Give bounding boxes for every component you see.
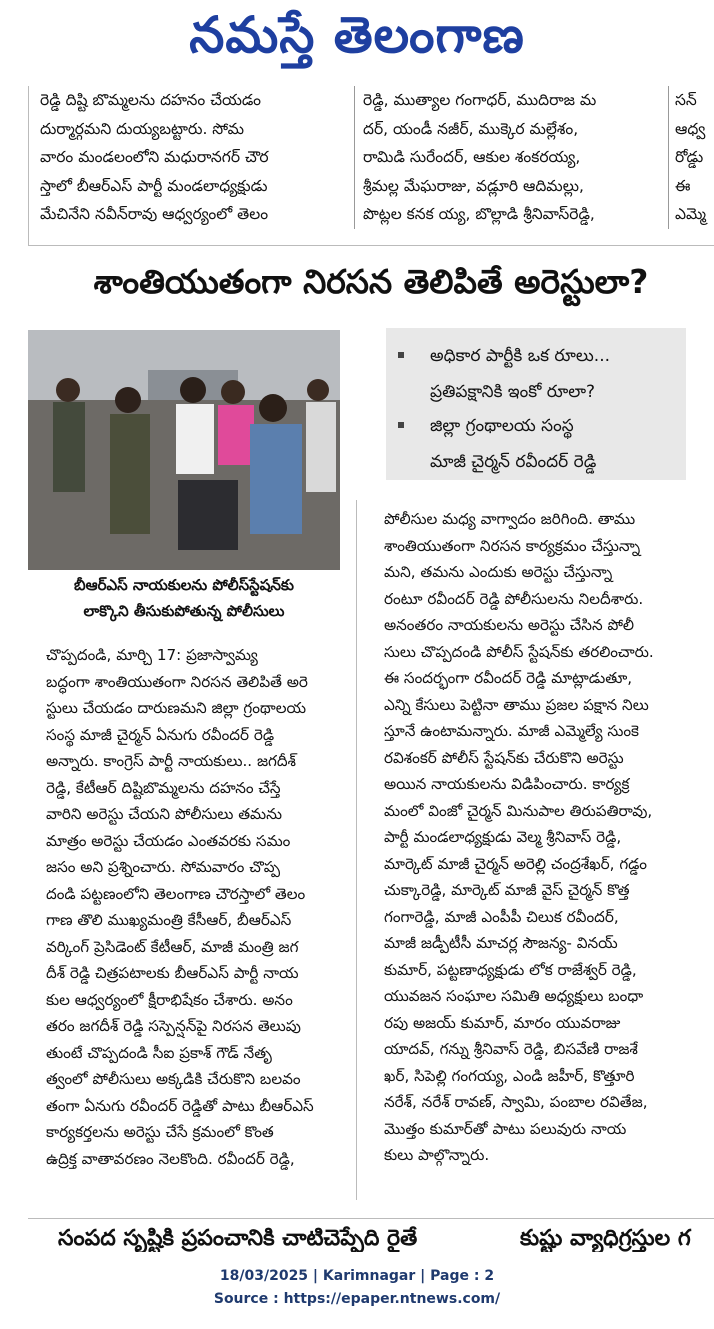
top-column-2 <box>354 86 651 229</box>
article-text-line: పార్టీ మండలాధ్యక్షుడు వెల్మ శ్రీనివాస్ రెడ్డి, <box>384 828 622 846</box>
article-text-line: దండి పట్టణంలోని తెలంగాణ చౌరస్తాలో తెలం <box>46 884 306 903</box>
highlight-text <box>430 338 690 410</box>
newspaper-logo: నమస్తే తెలంగాణ <box>189 6 525 64</box>
article-text-line: గాణ తొలి ముఖ్యమంత్రి కేసీఆర్, బీఆర్ఎస్ <box>46 911 292 929</box>
article-text-line: త్వంలో పోలీసులు అక్కడికి చేరుకొని బలవం <box>46 1070 301 1088</box>
next-article-headline-right: కుష్టు వ్యాధిగ్రస్తుల గ <box>520 1226 691 1251</box>
highlight-text <box>430 408 690 480</box>
article-body-left <box>46 642 340 1172</box>
article-text-line: చుక్కారెడ్డి, మార్కెట్ మాజీ వైస్ చైర్మన్ కొత్త <box>384 881 630 899</box>
top-column-3 <box>668 86 714 229</box>
highlight-line: మాజీ చైర్మన్ రవీందర్ రెడ్డి <box>430 452 597 472</box>
article-text-line: తంగా ఏనుగు రవీందర్ రెడ్డితో పాటు బీఆర్ఎస్ <box>46 1096 314 1115</box>
photo-caption <box>28 572 340 624</box>
article-text-line: సులు చొప్పదండి పోలీస్ స్టేషన్‌కు తరలించారు. <box>384 642 654 661</box>
article-text-line: కులు పాల్గొన్నారు. <box>384 1146 490 1164</box>
text-line: మేచినేని నవీన్‌రావు ఆధ్వర్యంలో తెలం <box>40 205 269 223</box>
protest-scene-illustration <box>28 330 340 570</box>
article-text-line: కార్యకర్తలను అరెస్టు చేసే క్రమంలో కొంత <box>46 1123 274 1141</box>
text-line: ఈ <box>675 176 691 195</box>
text-line: రామిడి సురేందర్, ఆకుల శంకరయ్య, <box>363 148 581 166</box>
text-line: రోడ్డు <box>675 148 704 166</box>
article-headline: శాంతియుతంగా నిరసన తెలిపితే అరెస్టులా? <box>93 262 649 301</box>
text-line: పొట్లల కనక య్య, బొల్లాడి శ్రీనివాస్‌రెడ్డి, <box>363 205 595 223</box>
column-divider <box>356 500 357 1200</box>
article-text-line: దీశ్ రెడ్డి చిత్రపటాలకు బీఆర్ఎస్ పార్టీ నాయ <box>46 964 299 982</box>
article-text-line: శాంతియుతంగా నిరసన కార్యక్రమం చేస్తున్నా <box>384 536 641 555</box>
text-line: రెడ్డి, ముత్యాల గంగాధర్, ముదిరాజ మ <box>363 91 597 109</box>
article-text-line: రంటూ రవీందర్ రెడ్డి పోలీసులను నిలదీశారు. <box>384 589 644 608</box>
article-text-line: మార్కెట్ మాజీ చైర్మన్ అరెల్లి చంద్రశేఖర్, గడ్డం <box>384 854 647 873</box>
news-photo <box>28 330 340 570</box>
footer-source: Source : https://epaper.ntnews.com/ <box>213 1291 501 1307</box>
article-body-right <box>384 506 696 1169</box>
article-text-line: జసం అని ప్రశ్నించారు. సోమవారం చొప్ప <box>46 858 281 876</box>
article-text-line: వర్కింగ్ ప్రెసిడెంట్ కేటీఆర్, మాజీ మంత్రి జగ <box>46 937 299 956</box>
next-article-headline-left: సంపద సృష్టికి ప్రపంచానికి చాటిచెప్పేది రైతే <box>58 1226 418 1251</box>
article-text-line: ఈ సందర్భంగా రవీందర్ రెడ్డి మాట్లాడుతూ, <box>384 669 633 687</box>
article-text-line: తుంటే చొప్పదండి సీఐ ప్రకాశ్ గౌడ్ నేతృ <box>46 1043 272 1062</box>
article-text-line: మని, తమను ఎందుకు అరెస్టు చేస్తున్నా <box>384 563 613 581</box>
text-line: రెడ్డి దిష్టి బొమ్మలను దహనం చేయడం <box>40 91 262 109</box>
text-line: సన్ <box>675 91 697 109</box>
section-divider <box>28 245 714 246</box>
text-line: శ్రీమల్ల మేఘరాజు, వడ్లూరి ఆదిమల్లు, <box>363 176 584 195</box>
article-text-line: మొత్తం కుమార్‌తో పాటు పలువురు నాయ <box>384 1119 627 1138</box>
text-line: దర్, యండీ నజీర్, ముక్కెర మల్లేశం, <box>363 119 579 138</box>
highlight-line: అధికార పార్టీకి ఒక రూలు... <box>430 346 610 366</box>
article-text-line: రవిశంకర్ పోలీస్ స్టేషన్‌కు చేరుకొని అరెస్టు <box>384 748 624 767</box>
article-text-line: రెడ్డి, కేటీఆర్ దిష్టిబొమ్మలను దహనం చేస్తే <box>46 778 281 797</box>
article-text-line: ఉద్రిక్త వాతావరణం నెలకొంది. రవీందర్ రెడ్డి, <box>46 1149 295 1168</box>
text-line: దుర్మార్గమని దుయ్యబట్టారు. సోమ <box>40 119 245 138</box>
article-text-line: యువజన సంఘాల సమితి అధ్యక్షులు బంధా <box>384 987 644 1005</box>
bullet-icon <box>398 352 404 358</box>
article-text-line: మాత్రం అరెస్టు చేయడం ఎంతవరకు సమం <box>46 831 291 850</box>
highlight-line: ప్రతిపక్షానికి ఇంకో రూలా? <box>430 382 596 402</box>
section-divider <box>28 1218 714 1219</box>
text-line: వారం మండలంలోని మధురానగర్ చౌర <box>40 148 269 166</box>
article-text-line: అన్నారు. కాంగ్రెస్ పార్టీ నాయకులు.. జగదీశ్ <box>46 752 296 770</box>
masthead <box>0 0 714 82</box>
article-text-line: ఎన్ని కేసులు పెట్టినా తాము ప్రజల పక్షాన నిలు <box>384 695 649 714</box>
caption-line: లాక్కొని తీసుకుపోతున్న పోలీసులు <box>83 602 285 620</box>
highlight-line: జిల్లా గ్రంథాలయ సంస్థ <box>430 416 574 436</box>
article-text-line: స్టులు చేయడం దారుణమని జిల్లా గ్రంథాలయ <box>46 699 307 717</box>
article-text-line: కుల ఆధ్వర్యంలో క్షీరాభిషేకం చేశారు. అనం <box>46 990 293 1009</box>
top-column-1 <box>40 86 346 229</box>
article-text-line: బద్ధంగా శాంతియుతంగా నిరసన తెలిపితే అరె <box>46 672 308 691</box>
footer-date-edition: 18/03/2025 | Karimnagar | Page : 2 <box>219 1268 495 1284</box>
article-text-line: వారిని అరెస్టు చేయని పోలీసులు తమను <box>46 805 283 823</box>
previous-article-continuation <box>28 86 714 246</box>
article-text-line: సంస్థ మాజీ చైర్మన్ ఏనుగు రవీందర్ రెడ్డి <box>46 725 275 744</box>
article-text-line: నరేశ్, నరేశ్ రావణ్, స్వామి, పంబాల రవితేజ, <box>384 1093 648 1111</box>
article-text-line: మంలో వింజో చైర్మన్ మినుపాల తిరుపతిరావు, <box>384 801 653 820</box>
article-text-line: పోలీసుల మధ్య వాగ్వాదం జరిగింది. తాము <box>384 510 636 528</box>
article-text-line: యాదవ్, గన్ను శ్రీనివాస్ రెడ్డి, బిసవేణి రాజశే <box>384 1040 638 1058</box>
article-text-line: గంగారెడ్డి, మాజీ ఎంపీపీ చిలుక రవీందర్, <box>384 907 619 926</box>
bullet-icon <box>398 422 404 428</box>
text-line: ఆధ్వ <box>675 119 706 138</box>
article-text-line: ఖర్, సిపెల్లి గంగయ్య, ఎండి జహీర్, కొత్తూరి <box>384 1066 635 1085</box>
article-text-line: స్తూనే ఉంటామన్నారు. మాజీ ఎమ్మెల్యే సుంకె <box>384 722 639 740</box>
article-text-line: మాజీ జడ్పీటీసీ మాచర్ల సౌజన్య- వినయ్ <box>384 934 618 952</box>
article-text-line: కుమార్, పట్టణాధ్యక్షుడు లోక రాజేశ్వర్ రెడ్డి, <box>384 960 637 979</box>
article-text-line: చొప్పదండి, మార్చి 17: ప్రజాస్వామ్య <box>46 646 258 664</box>
article-text-line: అయిన నాయకులను విడిపించారు. కార్యక్ర <box>384 775 630 793</box>
article-text-line: తరం జగదీశ్ రెడ్డి సస్పెన్షన్‌పై నిరసన తెలుపు <box>46 1017 301 1035</box>
text-line: స్తాలో బీఆర్ఎస్ పార్టీ మండలాధ్యక్షుడు <box>40 176 268 195</box>
article-text-line: అనంతరం నాయకులను అరెస్టు చేసిన పోలీ <box>384 616 635 634</box>
text-line: ఎమ్మె <box>675 205 707 223</box>
caption-line: బీఆర్ఎస్ నాయకులను పోలీస్‌స్టేషన్‌కు <box>74 576 294 594</box>
highlight-box <box>386 328 686 480</box>
article-text-line: రపు అజయ్ కుమార్, మారం యువరాజు <box>384 1013 621 1032</box>
